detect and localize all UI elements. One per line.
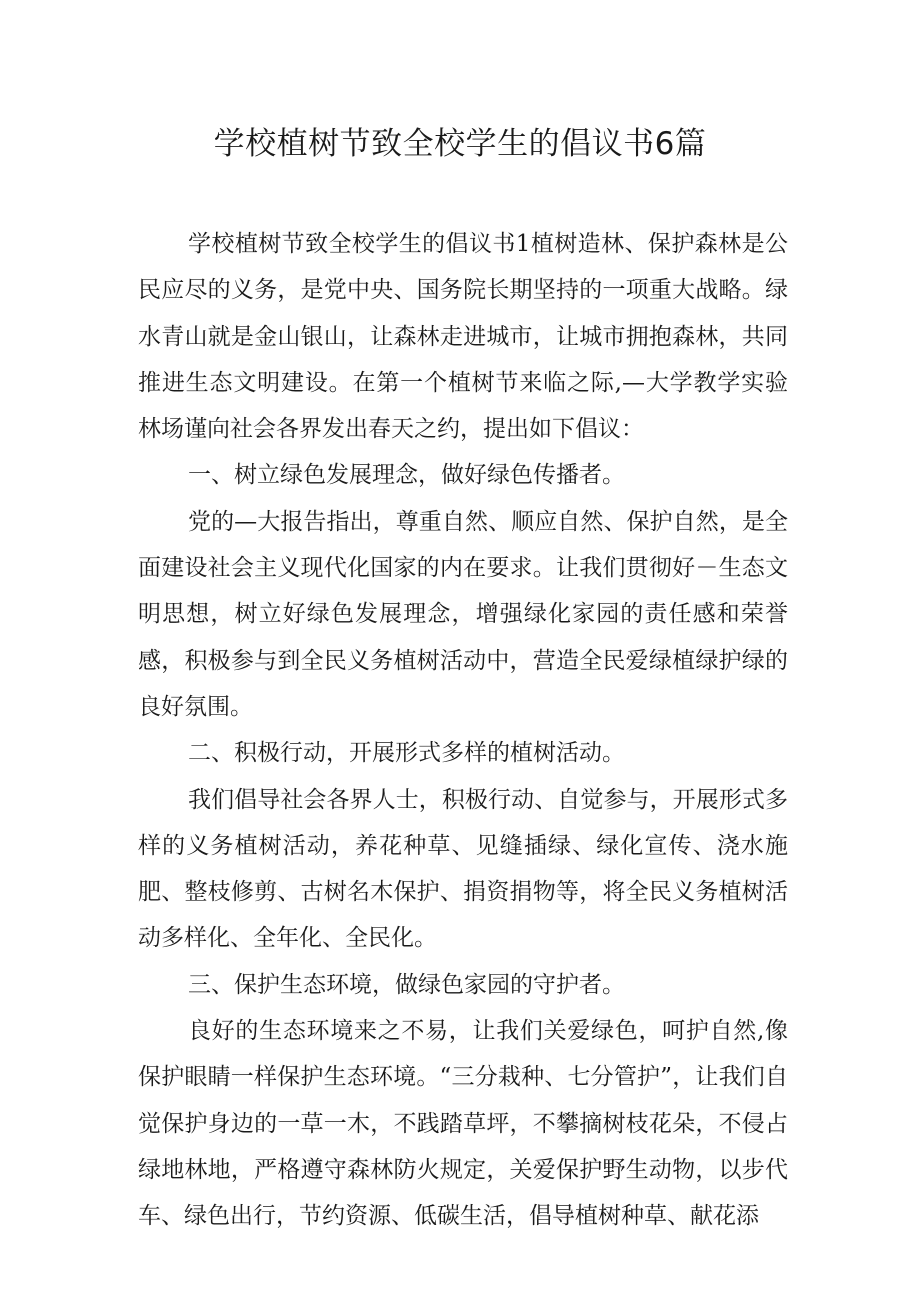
document-title: 学校植树节致全校学生的倡议书6篇 (213, 126, 707, 162)
paragraph-heading-2: 二、积极行动，开展形式多样的植树活动。 (188, 740, 625, 767)
paragraph-heading-3: 三、保护生态环境，做绿色家园的守护者。 (188, 971, 625, 998)
paragraph-section-1: 党的—大报告指出，尊重自然、顺应自然、保护自然，是全面建设社会主义现代化国家的内在要求。让我们贯彻好－生态文明思想，树立好绿色发展理念，增强绿化家园的责任感和荣誉感，积极参与到全民义务植树活动中，营造全民爱绿植绿护绿的良好氛围。 (138, 508, 788, 720)
document-body (138, 221, 788, 1240)
paragraph-intro: 学校植树节致全校学生的倡议书1植树造林、保护森林是公民应尽的义务，是党中央、国务院长期坚持的一项重大战略。绿水青山就是金山银山，让森林走进城市，让城市拥抱森林，共同推进生态文明建设。在第一个植树节来临之际,—大学教学实验林场谨向社会各界发出春天之约，提出如下倡议： (138, 231, 788, 443)
paragraph-section-2: 我们倡导社会各界人士，积极行动、自觉参与，开展形式多样的义务植树活动，养花种草、见缝插绿、绿化宣传、浇水施肥、整枝修剪、古树名木保护、捐资捐物等，将全民义务植树活动多样化、全年化、全民化。 (138, 786, 788, 952)
paragraph-heading-1: 一、树立绿色发展理念，做好绿色传播者。 (188, 462, 625, 489)
paragraph-section-3: 良好的生态环境来之不易，让我们关爱绿色，呵护自然,像保护眼睛一样保护生态环境。“三分栽种、七分管护”，让我们自觉保护身边的一草一木，不践踏草坪，不攀摘树枝花朵，不侵占绿地林地，严格遵守森林防火规定，关爱保护野生动物，以步代车、绿色出行，节约资源、低碳生活，倡导植树种草、献花添 (138, 1018, 788, 1230)
